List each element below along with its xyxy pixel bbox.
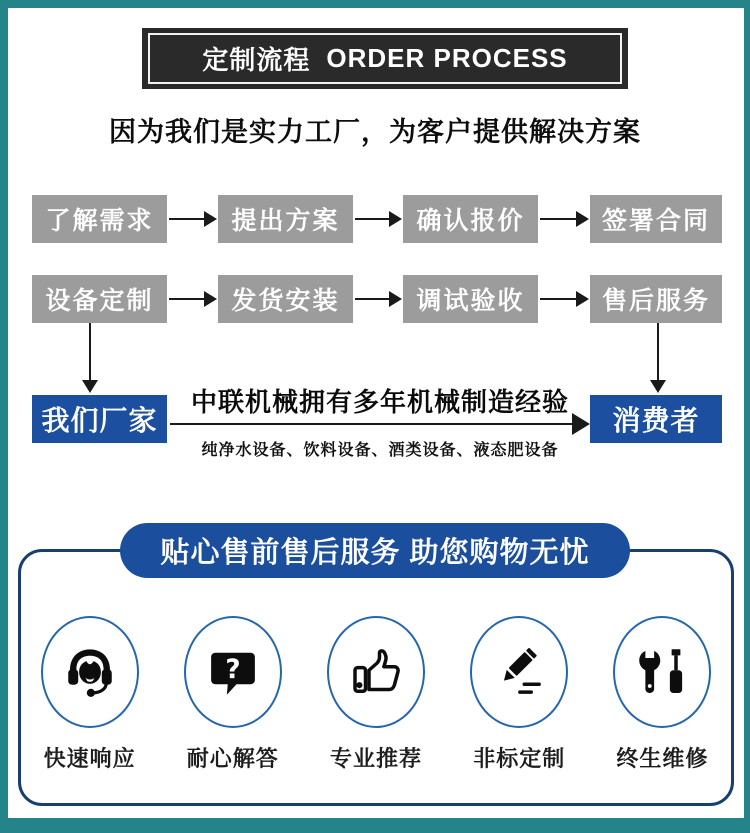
service-circle — [184, 616, 282, 728]
service-item-custom-design — [448, 616, 591, 773]
frame-bottom — [0, 818, 750, 833]
service-circle — [41, 616, 139, 728]
flow-step-custom-equipment: 设备定制 — [32, 275, 167, 323]
service-label: 非标定制 — [473, 746, 566, 771]
service-item-patient-answers — [161, 616, 304, 773]
tools-icon — [634, 644, 690, 700]
arrow-right-icon — [169, 291, 217, 307]
product-list-text: 纯净水设备、饮料设备、酒类设备、液态肥设备 — [201, 442, 559, 459]
flow-step-confirm-quote: 确认报价 — [403, 195, 538, 243]
header-title-en: ORDER PROCESS — [326, 43, 568, 73]
service-banner: 贴心售前售后服务 助您购物无忧 — [120, 523, 630, 578]
service-item-lifetime-maintenance — [591, 616, 734, 773]
header-banner-inner — [148, 33, 622, 84]
service-label: 专业推荐 — [329, 746, 422, 771]
arrow-right-icon — [170, 413, 590, 435]
intro-headline: 因为我们是实力工厂，为客户提供解决方案 — [109, 117, 641, 147]
service-label: 快速响应 — [43, 746, 136, 771]
arrow-down-icon — [650, 323, 666, 393]
brand-slogan: 中联机械拥有多年机械制造经验 — [190, 387, 569, 417]
frame-top — [0, 0, 750, 8]
service-items — [18, 616, 734, 773]
service-label: 耐心解答 — [186, 746, 279, 771]
arrow-down-icon — [82, 323, 98, 393]
service-item-expert-recommendation — [304, 616, 447, 773]
svg-text:?: ? — [225, 655, 241, 686]
arrow-right-icon — [169, 211, 217, 227]
service-circle — [327, 616, 425, 728]
flow-step-propose-plan: 提出方案 — [218, 195, 353, 243]
arrow-right-icon — [355, 211, 402, 227]
service-item-fast-response — [18, 616, 161, 773]
consumer-box: 消费者 — [590, 395, 722, 443]
flow-step-sign-contract: 签署合同 — [590, 195, 722, 243]
service-circle — [470, 616, 568, 728]
thumbs-up-icon — [348, 644, 404, 700]
flow-step-ship-install: 发货安装 — [218, 275, 353, 323]
arrow-right-icon — [355, 291, 402, 307]
service-circle — [613, 616, 711, 728]
service-label: 终生维修 — [616, 746, 709, 771]
customer-service-icon — [61, 643, 119, 701]
flow-step-understand-needs: 了解需求 — [32, 195, 167, 243]
arrow-right-icon — [540, 291, 589, 307]
pencil-icon — [491, 644, 547, 700]
factory-box: 我们厂家 — [32, 395, 167, 443]
arrow-right-icon — [540, 211, 589, 227]
header-banner — [142, 28, 628, 89]
flow-step-after-sales: 售后服务 — [590, 275, 722, 323]
header-title-cn: 定制流程 — [202, 45, 311, 75]
question-bubble-icon — [205, 644, 261, 700]
flow-step-debug-accept: 调试验收 — [403, 275, 538, 323]
